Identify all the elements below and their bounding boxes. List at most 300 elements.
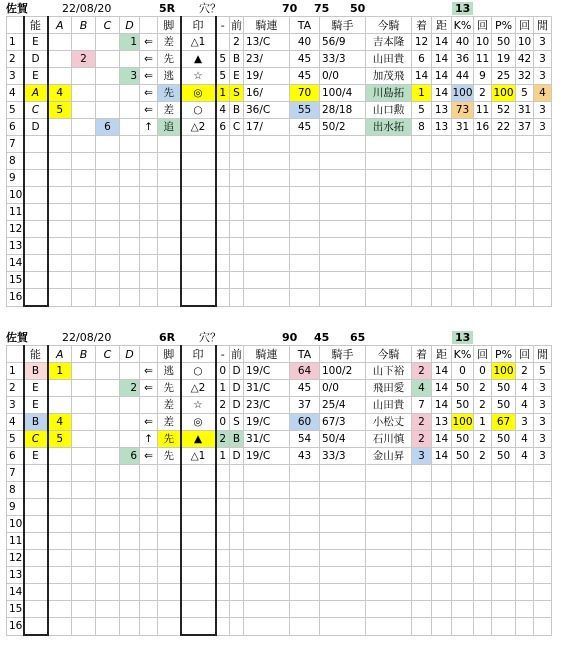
interval: 3 (534, 119, 552, 136)
ability-rank: D (24, 51, 48, 68)
horse-number: 15 (7, 272, 24, 289)
jockey-combo (244, 204, 290, 221)
prev-rank: 2 (216, 397, 230, 414)
ability-rank (24, 567, 48, 584)
k-count (474, 601, 492, 618)
rank-c (96, 238, 120, 255)
p-count: 4 (516, 431, 534, 448)
k-percent (452, 465, 474, 482)
prediction-mark (181, 187, 216, 204)
p-percent (492, 272, 516, 289)
prev-grade (230, 136, 244, 153)
jockey-stat (320, 153, 366, 170)
rank-b (72, 448, 96, 465)
prev-grade: E (230, 68, 244, 85)
distance (432, 289, 452, 307)
column-header: 着 (412, 346, 432, 363)
prev-grade: S (230, 85, 244, 102)
jockey-combo: 23/C (244, 397, 290, 414)
trend-arrow: ⇐ (140, 414, 158, 431)
finish (412, 482, 432, 499)
table-row (7, 119, 552, 136)
rank-a (48, 533, 72, 550)
jockey-stat: 33/3 (320, 51, 366, 68)
p-count: 4 (516, 397, 534, 414)
rank-a (48, 238, 72, 255)
interval (534, 550, 552, 567)
k-count (474, 153, 492, 170)
k-count: 2 (474, 431, 492, 448)
horse-number: 3 (7, 397, 24, 414)
interval: 3 (534, 68, 552, 85)
p-count (516, 187, 534, 204)
prev-rank (216, 516, 230, 533)
table-row (7, 153, 552, 170)
p-percent (492, 533, 516, 550)
interval: 3 (534, 448, 552, 465)
k-percent: 44 (452, 68, 474, 85)
jockey-name (366, 170, 412, 187)
table-header-row (7, 346, 552, 363)
p-percent (492, 465, 516, 482)
prev-grade (230, 255, 244, 272)
p-percent (492, 238, 516, 255)
interval (534, 136, 552, 153)
ta-score (290, 255, 320, 272)
trend-arrow (140, 170, 158, 187)
rank-a (48, 601, 72, 618)
p-count: 2 (516, 363, 534, 380)
interval (534, 618, 552, 636)
trend-arrow (140, 397, 158, 414)
horse-number: 11 (7, 204, 24, 221)
rank-d: 1 (120, 34, 140, 51)
k-percent (452, 516, 474, 533)
finish: 2 (412, 431, 432, 448)
rank-a (48, 187, 72, 204)
rank-b (72, 618, 96, 636)
jockey-name (366, 482, 412, 499)
rank-a (48, 272, 72, 289)
k-count (474, 618, 492, 636)
table-row (7, 272, 552, 289)
running-style (158, 533, 181, 550)
horse-number: 14 (7, 584, 24, 601)
ta-score (290, 238, 320, 255)
rank-c (96, 255, 120, 272)
interval: 3 (534, 414, 552, 431)
p-percent (492, 550, 516, 567)
rank-d (120, 618, 140, 636)
ta-score (290, 533, 320, 550)
ta-score (290, 465, 320, 482)
race-6r-sheet (0, 331, 578, 653)
prev-grade (230, 550, 244, 567)
horse-number: 6 (7, 119, 24, 136)
p-percent (492, 187, 516, 204)
rank-b (72, 204, 96, 221)
column-header: B (72, 17, 96, 34)
k-percent: 100 (452, 85, 474, 102)
rank-d (120, 272, 140, 289)
rank-b (72, 272, 96, 289)
p-count: 4 (516, 448, 534, 465)
k-count: 11 (474, 102, 492, 119)
prediction-mark (181, 550, 216, 567)
jockey-combo (244, 289, 290, 307)
prev-rank (216, 289, 230, 307)
finish (412, 221, 432, 238)
trend-arrow (140, 499, 158, 516)
rank-d: 6 (120, 448, 140, 465)
interval (534, 153, 552, 170)
prev-grade: D (230, 363, 244, 380)
ta-score: 64 (290, 363, 320, 380)
rank-b (72, 102, 96, 119)
p-count: 37 (516, 119, 534, 136)
table-row (7, 238, 552, 255)
prev-grade (230, 289, 244, 307)
ability-rank (24, 601, 48, 618)
jockey-name (366, 550, 412, 567)
ta-score: 45 (290, 119, 320, 136)
horse-number: 2 (7, 51, 24, 68)
distance (432, 618, 452, 636)
k-percent (452, 255, 474, 272)
horse-number: 11 (7, 533, 24, 550)
ability-rank (24, 153, 48, 170)
finish: 8 (412, 119, 432, 136)
rank-b (72, 499, 96, 516)
header-race: 5R (159, 2, 176, 15)
jockey-stat (320, 204, 366, 221)
k-percent: 40 (452, 34, 474, 51)
column-header: A (48, 17, 72, 34)
finish: 1 (412, 85, 432, 102)
p-count (516, 618, 534, 636)
distance (432, 153, 452, 170)
ta-score: 70 (290, 85, 320, 102)
rank-d: 3 (120, 68, 140, 85)
jockey-name (366, 533, 412, 550)
p-count: 10 (516, 34, 534, 51)
rank-c (96, 499, 120, 516)
rank-c (96, 465, 120, 482)
jockey-combo: 31/C (244, 380, 290, 397)
rank-b (72, 380, 96, 397)
running-style: 先 (158, 448, 181, 465)
ta-score: 45 (290, 68, 320, 85)
prediction-mark: ◎ (181, 414, 216, 431)
p-count (516, 482, 534, 499)
ability-rank (24, 238, 48, 255)
column-header: 前 (231, 18, 242, 32)
p-percent (492, 204, 516, 221)
interval (534, 584, 552, 601)
distance: 14 (432, 51, 452, 68)
rank-b (72, 601, 96, 618)
column-header: 脚 (158, 17, 181, 34)
trend-arrow: ⇐ (140, 102, 158, 119)
p-count (516, 289, 534, 307)
running-style: 差 (158, 34, 181, 51)
prediction-mark: ☆ (181, 68, 216, 85)
jockey-name (366, 187, 412, 204)
p-percent (492, 136, 516, 153)
race-table (6, 345, 552, 636)
interval: 4 (534, 85, 552, 102)
trend-arrow (140, 136, 158, 153)
k-count: 0 (474, 363, 492, 380)
distance (432, 550, 452, 567)
jockey-name: 飛田愛 (366, 380, 412, 397)
finish: 2 (412, 414, 432, 431)
prediction-mark (181, 238, 216, 255)
horse-number: 7 (7, 465, 24, 482)
horse-number: 2 (7, 380, 24, 397)
ta-score (290, 170, 320, 187)
prev-grade (230, 187, 244, 204)
jockey-stat (320, 238, 366, 255)
header-venue: 佐賀 (6, 2, 28, 15)
jockey-combo (244, 255, 290, 272)
p-percent: 50 (492, 431, 516, 448)
distance: 14 (432, 363, 452, 380)
ability-rank (24, 516, 48, 533)
distance: 14 (432, 448, 452, 465)
rank-b (72, 221, 96, 238)
table-row (7, 431, 552, 448)
trend-arrow (140, 187, 158, 204)
interval (534, 567, 552, 584)
prev-grade (230, 272, 244, 289)
rank-d (120, 187, 140, 204)
race-5r-sheet (0, 2, 578, 320)
ability-rank: E (24, 397, 48, 414)
rank-c (96, 204, 120, 221)
jockey-combo: 19/ (244, 68, 290, 85)
horse-number: 16 (7, 289, 24, 307)
k-count (474, 187, 492, 204)
horse-number: 7 (7, 136, 24, 153)
distance (432, 272, 452, 289)
p-count (516, 550, 534, 567)
k-percent (452, 187, 474, 204)
prediction-mark (181, 221, 216, 238)
running-style (158, 618, 181, 636)
trend-arrow: ⇐ (140, 51, 158, 68)
jockey-combo (244, 499, 290, 516)
jockey-name (366, 567, 412, 584)
prediction-mark: ○ (181, 363, 216, 380)
rank-c: 6 (96, 119, 120, 136)
distance: 14 (432, 68, 452, 85)
k-percent (452, 584, 474, 601)
rank-b (72, 289, 96, 307)
ability-rank: B (24, 414, 48, 431)
column-header: - (216, 17, 230, 34)
rank-c (96, 363, 120, 380)
rank-a (48, 221, 72, 238)
jockey-name: 山田貴 (366, 51, 412, 68)
prev-grade (230, 584, 244, 601)
rank-b (72, 170, 96, 187)
rank-b (72, 68, 96, 85)
ta-score: 43 (290, 448, 320, 465)
horse-number: 5 (7, 431, 24, 448)
column-header: 能 (24, 17, 48, 34)
finish (412, 289, 432, 307)
p-count: 4 (516, 380, 534, 397)
trend-arrow (140, 153, 158, 170)
prediction-mark (181, 601, 216, 618)
interval (534, 499, 552, 516)
p-percent: 52 (492, 102, 516, 119)
p-count (516, 601, 534, 618)
jockey-name (366, 618, 412, 636)
k-count (474, 136, 492, 153)
k-percent: 50 (452, 448, 474, 465)
interval (534, 272, 552, 289)
p-count: 5 (516, 85, 534, 102)
jockey-name (366, 465, 412, 482)
jockey-name: 山田貴 (366, 397, 412, 414)
column-header: P% (492, 346, 516, 363)
jockey-name (366, 153, 412, 170)
rank-d (120, 499, 140, 516)
rank-d (120, 221, 140, 238)
k-count (474, 533, 492, 550)
rank-d (120, 204, 140, 221)
ability-rank: A (24, 85, 48, 102)
header-col-hdr1: 70 (282, 2, 298, 15)
horse-number: 6 (7, 448, 24, 465)
ability-rank (24, 187, 48, 204)
p-percent: 22 (492, 119, 516, 136)
prediction-mark (181, 170, 216, 187)
rank-a (48, 153, 72, 170)
column-header: P% (492, 17, 516, 34)
prev-grade (230, 567, 244, 584)
rank-a (48, 618, 72, 636)
rank-d (120, 397, 140, 414)
k-count: 2 (474, 448, 492, 465)
k-count: 2 (474, 380, 492, 397)
table-row (7, 414, 552, 431)
k-count (474, 499, 492, 516)
ta-score (290, 601, 320, 618)
running-style (158, 601, 181, 618)
prediction-mark: △2 (181, 119, 216, 136)
column-header: D (120, 17, 140, 34)
running-style (158, 153, 181, 170)
rank-a (48, 136, 72, 153)
rank-d (120, 465, 140, 482)
jockey-name (366, 204, 412, 221)
horse-number: 4 (7, 414, 24, 431)
jockey-name: 出水拓 (366, 119, 412, 136)
prev-rank (216, 533, 230, 550)
rank-a (48, 516, 72, 533)
jockey-stat: 56/9 (320, 34, 366, 51)
k-percent (452, 221, 474, 238)
interval (534, 255, 552, 272)
prev-grade (230, 482, 244, 499)
ta-score (290, 516, 320, 533)
jockey-stat: 100/4 (320, 85, 366, 102)
jockey-stat (320, 255, 366, 272)
ability-rank: E (24, 448, 48, 465)
rank-d: 2 (120, 380, 140, 397)
rank-d (120, 363, 140, 380)
prev-rank (216, 255, 230, 272)
rank-b (72, 533, 96, 550)
jockey-stat: 67/3 (320, 414, 366, 431)
column-header: 距 (432, 17, 452, 34)
column-header: 騎連 (244, 17, 290, 34)
rank-d (120, 414, 140, 431)
rank-d (120, 533, 140, 550)
prev-grade (230, 618, 244, 636)
ta-score (290, 584, 320, 601)
distance (432, 170, 452, 187)
k-count (474, 289, 492, 307)
rank-b (72, 584, 96, 601)
table-row (7, 584, 552, 601)
ability-rank (24, 482, 48, 499)
rank-c (96, 533, 120, 550)
horse-number: 13 (7, 238, 24, 255)
column-header: 前 (231, 347, 242, 361)
rank-a (48, 550, 72, 567)
rank-c (96, 187, 120, 204)
finish (412, 204, 432, 221)
rank-d (120, 153, 140, 170)
horse-number: 4 (7, 85, 24, 102)
table-row (7, 255, 552, 272)
jockey-combo (244, 136, 290, 153)
p-percent (492, 221, 516, 238)
running-style: 差 (158, 102, 181, 119)
prev-rank (216, 221, 230, 238)
finish (412, 618, 432, 636)
prev-grade: B (230, 102, 244, 119)
jockey-combo (244, 187, 290, 204)
prev-rank (216, 153, 230, 170)
interval: 3 (534, 397, 552, 414)
rank-c (96, 272, 120, 289)
prediction-mark (181, 153, 216, 170)
rank-c (96, 34, 120, 51)
interval (534, 221, 552, 238)
ability-rank: E (24, 34, 48, 51)
p-percent: 100 (492, 363, 516, 380)
prev-rank: 5 (216, 51, 230, 68)
table-row (7, 68, 552, 85)
horse-number: 9 (7, 170, 24, 187)
jockey-stat (320, 221, 366, 238)
k-percent (452, 136, 474, 153)
k-percent: 31 (452, 119, 474, 136)
k-count (474, 482, 492, 499)
rank-c (96, 397, 120, 414)
k-count: 2 (474, 397, 492, 414)
rank-d (120, 601, 140, 618)
interval: 3 (534, 431, 552, 448)
prev-rank (216, 567, 230, 584)
distance: 14 (432, 397, 452, 414)
jockey-stat (320, 482, 366, 499)
